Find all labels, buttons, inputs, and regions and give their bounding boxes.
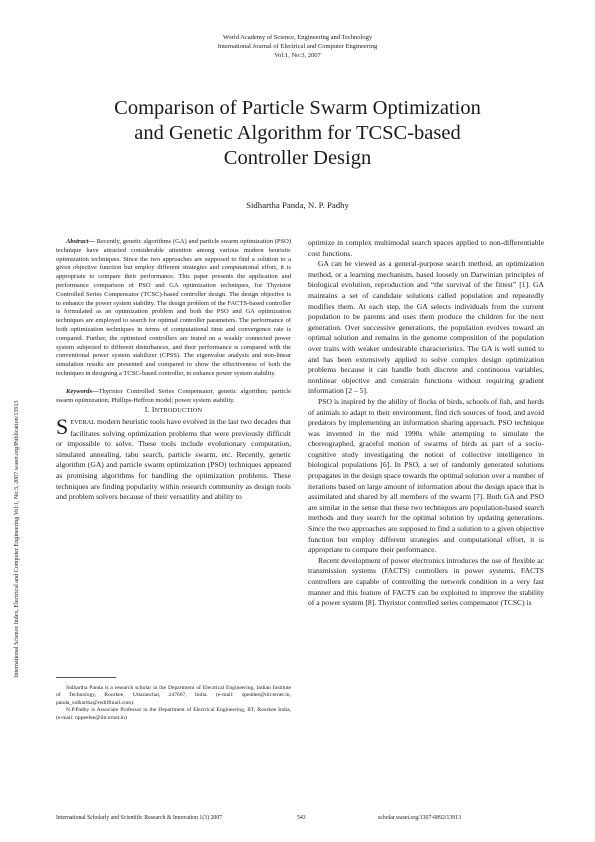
- title-line-3: Controller Design: [223, 147, 372, 169]
- footnote-rule: [56, 677, 116, 678]
- header-line-2: International Journal of Electrical and Computer Engineering: [217, 43, 378, 51]
- left-column: [56, 238, 291, 503]
- paper-title: [60, 96, 535, 171]
- abstract-dash: —: [88, 238, 95, 245]
- right-paragraph-4: Recent development of power electronics introduces the use of flexible ac transmission systems (FACTS) controllers in power systems. FACTS controllers are capable of controlling the network condition in a very fast manner and this feature of FACTS can be exploited to improve the stability of a power system [8]. Thyristor controlled series compensator (TCSC) is: [308, 555, 544, 608]
- footer-url: scholar.waset.org/1307-6892/13913: [378, 815, 461, 821]
- footer-publisher: International Scholarly and Scientific Research & Innovation 1(3) 2007: [56, 815, 223, 821]
- section-first-letter: I: [151, 405, 155, 415]
- title-line-1: Comparison of Particle Swarm Optimization: [114, 97, 481, 119]
- intro-text: modern heuristic tools have evolved in the last two decades that facilitates solving optimization problems that were previously difficult or impossible to solve. These tools include evolutionary computation, simulated annealing, tabu search, particle swarm, etc. Recently, genetic algorithm (GA) and particle swarm optimization (PSO) techniques appeared as promising algorithms for handling the optimization problems. These techniques are finding popularity within research community as design tools and problem solvers because of their versatility and ability to: [56, 416, 291, 502]
- header-line-1: World Academy of Science, Engineering and Technology: [222, 34, 373, 41]
- abstract-text: Recently, genetic algorithms (GA) and particle swarm optimization (PSO) technique have attracted considerable attention among various modern heuristic optimization techniques. Since the two approaches are supposed to find a solution to a given objective function but employ different strategies and computational effort, it is appropriate to compare their performance. This paper presents the application and performance comparison of PSO and GA optimization techniques, for Thyristor Controlled Series Compensator (TCSC)-based controller design. The design objective is to enhance the power system stability. The design problem of the FACTS-based controller is formulated as an optimization problem and both the PSO and GA optimization techniques are employed to search for optimal controller parameters. The performance of both optimization techniques in terms of computational time and convergence rate is compared. Further, the optimized controllers are tested on a weakly connected power system subjected to different disturbances, and their performance is compared with the conventional power system stabilizer (CPSS). The eigenvalue analysis and non-linear simulation results are presented and compared to show the effectiveness of both the techniques in designing a TCSC-based controller, to enhance power system stability.: [56, 238, 291, 377]
- section-heading-introduction: [56, 405, 291, 417]
- authors: Sidhartha Panda, N. P. Padhy: [246, 200, 349, 210]
- section-title-rest: NTRODUCTION: [154, 407, 203, 415]
- section-numeral: I.: [144, 405, 150, 415]
- intro-smallcaps: EVERAL: [70, 418, 96, 426]
- keywords: [56, 388, 291, 406]
- right-paragraph-2: GA can be viewed as a general-purpose search method, an optimization method, or a learning mechanism, based loosely on Darwinian principles of biological evolution, reproduction and “the survival of the fittest” [1]. GA maintains a set of candidate solutions called population and repeatedly modifies them. At each step, the GA selects individuals from the current population to be parents and uses them produce the children for the next generation. Over successive generations, the population evolves toward an optimal solution and remains in the genome composition of the population over traits with weaker undesirable characteristics. The GA is well suited to and has been extensively applied to solve complex design optimization problems because it can handle both discrete and continuous variables, nonlinear objective and constrain functions without requiring gradient information [2 – 5].: [308, 259, 544, 396]
- keywords-dash: —: [92, 387, 99, 395]
- keywords-label: Keywords: [66, 387, 92, 395]
- header-line-3: Vol:1, No:3, 2007: [274, 52, 321, 60]
- right-paragraph-1: optimize in complex multimodal search spaces applied to non-differentiable cost functions.: [308, 238, 544, 258]
- intro-paragraph: [56, 413, 291, 503]
- footnote-2: N.P.Padhy is Associate Professor in the Department of Electrical Engineering, IIT, Roorkee India, (e-mail: nppeefee@iitr.ernet.in): [56, 707, 291, 721]
- right-column: [308, 238, 544, 609]
- journal-header: [0, 33, 595, 61]
- right-paragraph-3: PSO is inspired by the ability of flocks of birds, schools of fish, and herds of animals to adapt to their environment, find rich sources of food, and avoid predators by implementing an information sharing approach. PSO technique was invented in the mid 1990s while attempting to simulate the choreographed, graceful motion of swarms of birds as part of a sociocognitive study investigating the notion of collective intelligence in biological populations [6]. In PSO, a set of randomly generated solutions propagates in the design space towards the optimal solution over a number of iterations based on large amount of information about the design space that is assimilated and shared by all members of the swarm [7]. Both GA and PSO are similar in the sense that these two techniques are population-based search methods and they search for the optimal solution by updating generations. Since the two approaches are supposed to find a solution to a given objective function but employ different strategies and computational effort, it is appropriate to compare their performance.: [308, 396, 544, 555]
- footer-page-number: 543: [297, 815, 306, 821]
- abstract-label: Abstract: [66, 238, 89, 245]
- abstract: [56, 238, 291, 379]
- footnotes: [56, 685, 291, 722]
- title-line-2: and Genetic Algorithm for TCSC-based: [134, 122, 461, 144]
- footnote-1: Sidhartha Panda is a research scholar in the Department of Electrical Engineering, Indian Institute of Technology, Roorkee, Uttaranchal, 247667, India. (e-mail: speddee@iitr.ernet.in, panda_sidhartha@rediffmail.com).: [56, 685, 291, 706]
- side-index-text: International Science Index, Electrical and Computer Engineering Vol:1, No:3, 2007 waset.org/Publication/13913: [14, 400, 20, 678]
- drop-cap: S: [56, 413, 69, 439]
- keywords-text: Thyristor Controlled Series Compensator, genetic algorithm; particle swarm optimization; Phillips-Heffron model; power system stability.: [56, 387, 291, 404]
